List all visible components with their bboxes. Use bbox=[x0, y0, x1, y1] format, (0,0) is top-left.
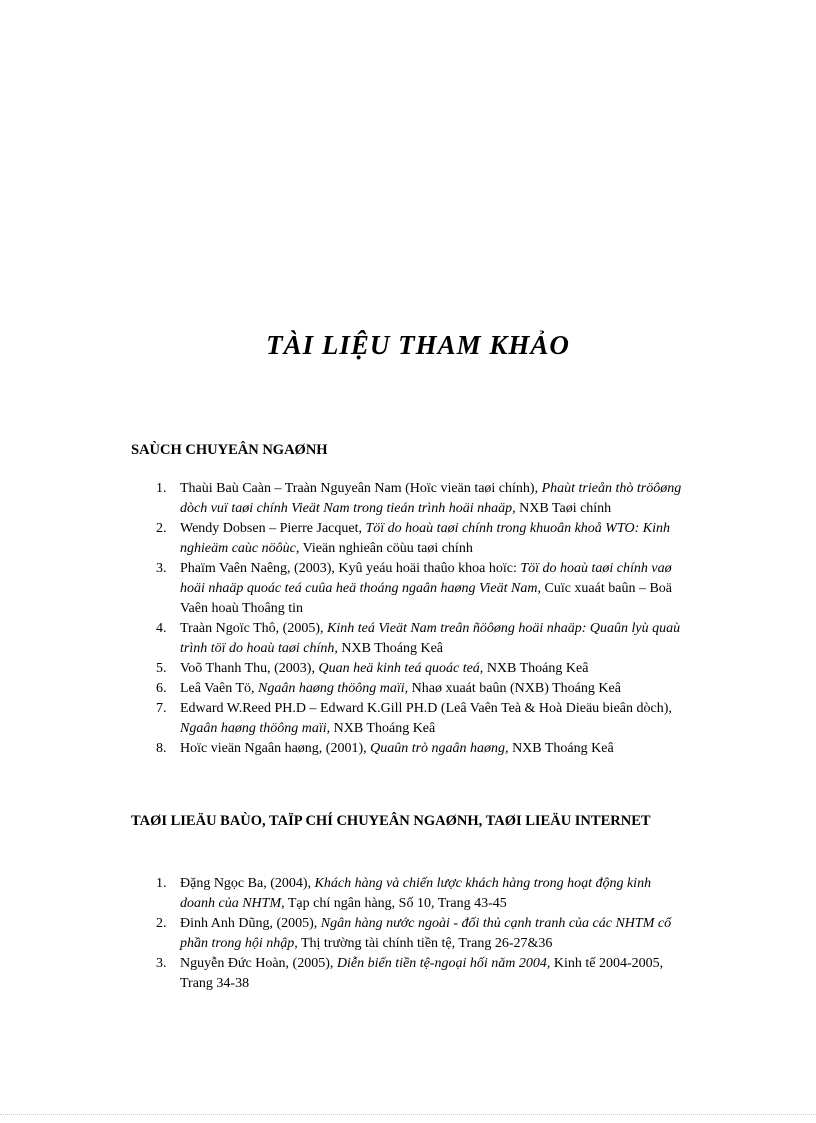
item-publisher: NXB Thoáng Keâ bbox=[483, 661, 589, 676]
item-number: 5. bbox=[156, 661, 167, 676]
page-bottom-divider bbox=[0, 1114, 816, 1115]
item-title: Quan heä kinh teá quoác teá, bbox=[318, 661, 484, 676]
list-item bbox=[156, 559, 686, 619]
item-number: 8. bbox=[156, 741, 167, 756]
item-number: 1. bbox=[156, 876, 167, 891]
item-number: 3. bbox=[156, 956, 167, 971]
item-author: Traàn Ngoïc Thô, (2005), bbox=[180, 621, 327, 636]
list-item bbox=[156, 679, 686, 699]
item-publisher: Nhaø xuaát baûn (NXB) Thoáng Keâ bbox=[408, 681, 621, 696]
section-heading-books: SAÙCH CHUYEÂN NGAØNH bbox=[131, 442, 328, 458]
section-heading-articles: TAØI LIEÄU BAÙO, TAÏP CHÍ CHUYEÂN NGAØNH, TAØI LIEÄU INTERNET bbox=[131, 813, 651, 829]
item-number: 6. bbox=[156, 681, 167, 696]
item-title: Töï do hoaù taøi chính trong khuoân khoå WTO: Kinh nghieäm caùc nöôùc, bbox=[180, 521, 670, 556]
list-item bbox=[156, 914, 686, 954]
item-title: Töï do hoaù taøi chính vaø hoäi nhaäp quoác teá cuûa heä thoáng ngaân haøng Vieät Nam, bbox=[180, 561, 672, 596]
item-number: 3. bbox=[156, 561, 167, 576]
item-publisher: Thị trường tài chính tiền tệ, Trang 26-27&36 bbox=[297, 936, 553, 951]
item-publisher: Tạp chí ngân hàng, Số 10, Trang 43-45 bbox=[284, 896, 507, 911]
item-title: Ngaân haøng thöông maïi, bbox=[180, 721, 331, 736]
list-item bbox=[156, 479, 686, 519]
item-number: 7. bbox=[156, 701, 167, 716]
item-author: Phaïm Vaên Naêng, (2003), Kyû yeáu hoäi thaûo khoa hoïc: bbox=[180, 561, 521, 576]
item-publisher: NXB Taøi chính bbox=[515, 501, 612, 516]
item-number: 2. bbox=[156, 521, 167, 536]
item-author: Nguyễn Đức Hoàn, (2005), bbox=[180, 956, 337, 971]
item-author: Edward W.Reed PH.D – Edward K.Gill PH.D (Leâ Vaên Teà & Hoà Dieäu bieân dòch), bbox=[180, 701, 672, 716]
item-author: Voõ Thanh Thu, (2003), bbox=[180, 661, 319, 676]
item-title: Phaùt trieån thò tröôøng dòch vuï taøi chính Vieät Nam trong tieán trình hoäi nhaäp, bbox=[180, 481, 682, 516]
list-item bbox=[156, 954, 686, 994]
item-publisher: Cuïc xuaát baûn – Boä Vaên hoaù Thoâng tin bbox=[180, 581, 673, 616]
item-publisher: NXB Thoáng Keâ bbox=[330, 721, 436, 736]
list-item bbox=[156, 874, 686, 914]
item-title: Diễn biến tiền tệ-ngoại hối năm 2004, bbox=[336, 956, 551, 971]
item-title: Ngân hàng nước ngoài - đối thủ cạnh tranh của các NHTM cổ phần trong hội nhập, bbox=[180, 916, 672, 951]
item-number: 1. bbox=[156, 481, 167, 496]
reference-list-books bbox=[156, 479, 686, 759]
list-item bbox=[156, 659, 686, 679]
item-title: Quaûn trò ngaân haøng, bbox=[370, 741, 509, 756]
item-title: Khách hàng và chiến lược khách hàng trong hoạt động kinh doanh của NHTM, bbox=[180, 876, 652, 911]
item-publisher: NXB Thoáng Keâ bbox=[337, 641, 443, 656]
item-number: 4. bbox=[156, 621, 167, 636]
item-publisher: Kinh tế 2004-2005, Trang 34-38 bbox=[180, 956, 664, 991]
item-author: Đặng Ngọc Ba, (2004), bbox=[180, 876, 315, 891]
item-author: Leâ Vaên Tö, bbox=[180, 681, 259, 696]
list-item bbox=[156, 699, 686, 739]
item-publisher: Vieän nghieân cöùu taøi chính bbox=[299, 541, 473, 556]
list-item bbox=[156, 519, 686, 559]
item-author: Đinh Anh Dũng, (2005), bbox=[180, 916, 321, 931]
item-author: Wendy Dobsen – Pierre Jacquet, bbox=[180, 521, 366, 536]
item-author: Hoïc vieän Ngaân haøng, (2001), bbox=[180, 741, 371, 756]
item-publisher: NXB Thoáng Keâ bbox=[508, 741, 614, 756]
list-item bbox=[156, 619, 686, 659]
list-item bbox=[156, 739, 686, 759]
item-number: 2. bbox=[156, 916, 167, 931]
item-author: Thaùi Baù Caàn – Traàn Nguyeân Nam (Hoïc vieän taøi chính), bbox=[180, 481, 542, 496]
item-title: Kinh teá Vieät Nam treân ñöôøng hoäi nhaäp: Quaûn lyù quaù trình töï do hoaù taøi chính, bbox=[180, 621, 681, 656]
item-title: Ngaân haøng thöông maïi, bbox=[258, 681, 409, 696]
reference-list-articles bbox=[156, 874, 686, 994]
page-title: TÀI LIỆU THAM KHẢO bbox=[266, 330, 570, 360]
